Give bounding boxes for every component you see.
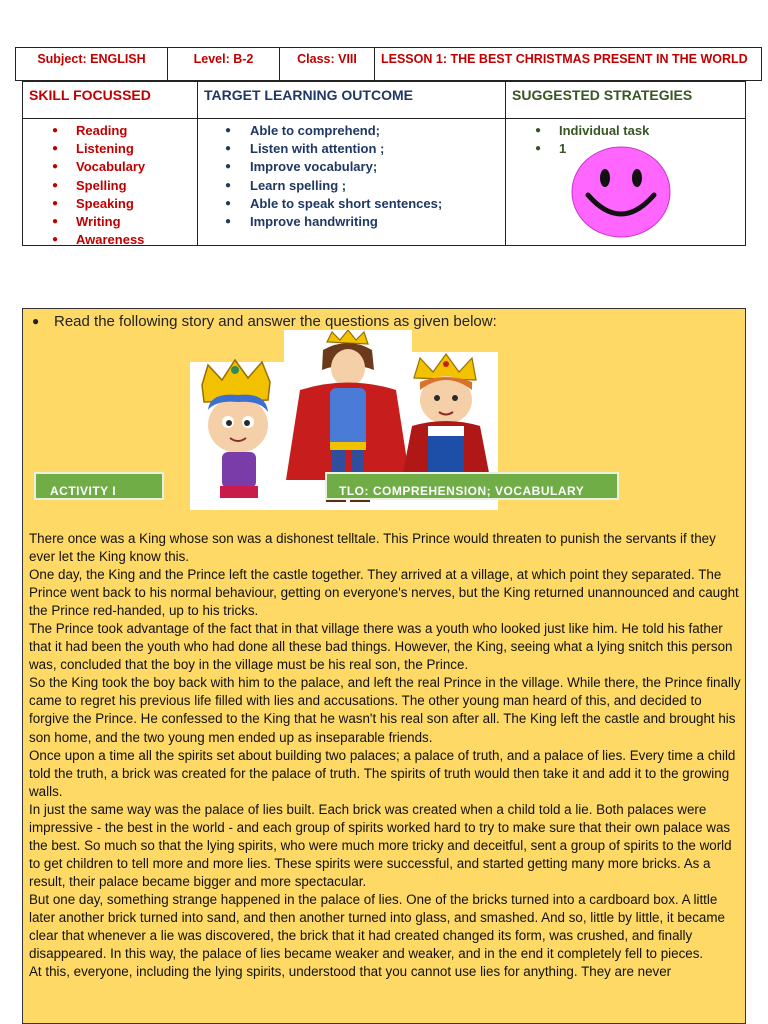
- bullet-icon: ●: [225, 143, 232, 155]
- outcome-list-cell: [198, 119, 506, 245]
- story-paragraph: The Prince took advantage of the fact that in that village there was a youth who looked just like him. He told his father that it had been the youth who had done all these bad things. However, the King, seeing what a lying snitch this person was, concluded that the boy in the village must be his real son, the Prince.: [29, 621, 733, 673]
- activity-label: ACTIVITY I: [34, 472, 164, 500]
- list-item: ● Vocabulary: [23, 158, 197, 176]
- list-item: ● Listen with attention ;: [198, 140, 505, 158]
- bullet-icon: ●: [52, 179, 59, 191]
- bullet-icon: ●: [535, 125, 542, 136]
- bullet-icon: ●: [52, 161, 59, 173]
- list-item: ● Awareness: [23, 231, 197, 249]
- bullet-icon: ●: [52, 125, 59, 136]
- strategy-heading: SUGGESTED STRATEGIES: [512, 87, 693, 103]
- bullet-icon: ●: [225, 179, 232, 191]
- story-text: [29, 530, 741, 981]
- list-item: ● Spelling: [23, 177, 197, 195]
- smiley-icon: [570, 145, 672, 239]
- story-paragraph: But one day, something strange happened in the palace of lies. One of the bricks turned into a cardboard box. A little later another brick turned into sand, and then another turned into glass, and smashed. And so, little by little, it became clear that whenever a lie was discovered, the brick that it had created changed its form, was crushed, and finally disappeared. In this way, the palace of lies became weaker and weaker, and in the end it completely fell to pieces.: [29, 891, 725, 962]
- list-item: ● Writing: [23, 213, 197, 231]
- list-item: ● Speaking: [23, 195, 197, 213]
- skill-list: [23, 119, 197, 249]
- list-item: ● Able to speak short sentences;: [198, 195, 505, 213]
- list-item: ● Individual task: [506, 122, 745, 140]
- list-item: ● Improve handwriting: [198, 213, 505, 231]
- level-cell: Level: B-2: [168, 48, 280, 80]
- bullet-icon: ●: [52, 234, 59, 246]
- header-table: [15, 47, 762, 81]
- list-item: ● Reading: [23, 122, 197, 140]
- story-paragraph: Once upon a time all the spirits set about building two palaces; a palace of truth, and a palace of lies. Every time a child told the truth, a brick was created for the palace of truth. The spirits of truth would then take it and add it to the growing walls.: [29, 747, 736, 799]
- skill-heading: SKILL FOCUSSED: [23, 82, 198, 118]
- list-item: ● Learn spelling ;: [198, 177, 505, 195]
- skills-table-header: [23, 82, 745, 119]
- story-paragraph: At this, everyone, including the lying spirits, understood that you cannot use lies for anything. They are never: [29, 964, 672, 980]
- tlo-label: TLO: COMPREHENSION; VOCABULARY: [325, 472, 619, 500]
- target-heading: TARGET LEARNING OUTCOME: [198, 82, 506, 118]
- lesson-cell: LESSON 1: THE BEST CHRISTMAS PRESENT IN THE WORLD: [381, 52, 748, 66]
- bullet-icon: ●: [225, 161, 232, 173]
- bullet-icon: ●: [52, 216, 59, 228]
- story-paragraph: One day, the King and the Prince left the castle together. They arrived at a village, at which point they separated. The Prince went back to his normal behaviour, getting on everyone's nerves, but the King returned unannounced and caught the Prince red-handed, up to his tricks.: [29, 567, 739, 619]
- list-item: ● 1: [506, 140, 745, 158]
- story-instruction: Read the following story and answer the questions as given below:: [54, 313, 497, 330]
- subject-cell: Subject: ENGLISH: [16, 48, 168, 80]
- list-item: ● Able to comprehend;: [198, 122, 505, 140]
- story-paragraph: So the King took the boy back with him to the palace, and left the real Prince in the village. While there, the Prince finally came to regret his previous life filled with lies and accusations. The other young man heard of this, and decided to forgive the Prince. He confessed to the King that he wasn't his real son after all. The King left the castle and brought his son home, and the two young men ended up as inseparable friends.: [29, 675, 741, 745]
- bullet-icon: ●: [32, 314, 40, 328]
- bullet-icon: ●: [225, 197, 232, 209]
- list-item: ● Listening: [23, 140, 197, 158]
- bullet-icon: ●: [535, 143, 542, 155]
- bullet-icon: ●: [225, 125, 232, 136]
- bullet-icon: ●: [225, 216, 232, 228]
- story-paragraph: There once was a King whose son was a dishonest telltale. This Prince would threaten to punish the servants if they ever let the King know this.: [29, 531, 716, 565]
- outcome-list: [198, 119, 505, 231]
- bullet-icon: ●: [52, 143, 59, 155]
- bullet-icon: ●: [52, 197, 59, 209]
- list-item: ● Improve vocabulary;: [198, 158, 505, 176]
- skill-list-cell: [23, 119, 198, 248]
- class-cell: Class: VIII: [280, 48, 375, 80]
- story-paragraph: In just the same way was the palace of lies built. Each brick was created when a child told a lie. Both palaces were impressive - the best in the world - and each group of spirits worked hard to try to make sure that their own palace was the best. So much so that the lying spirits, who were much more tricky and deceitful, sent a group of spirits to the world to get children to tell more and more lies. These spirits were successful, and started getting many more bricks. As a result, their palace became bigger and more spectacular.: [29, 801, 732, 889]
